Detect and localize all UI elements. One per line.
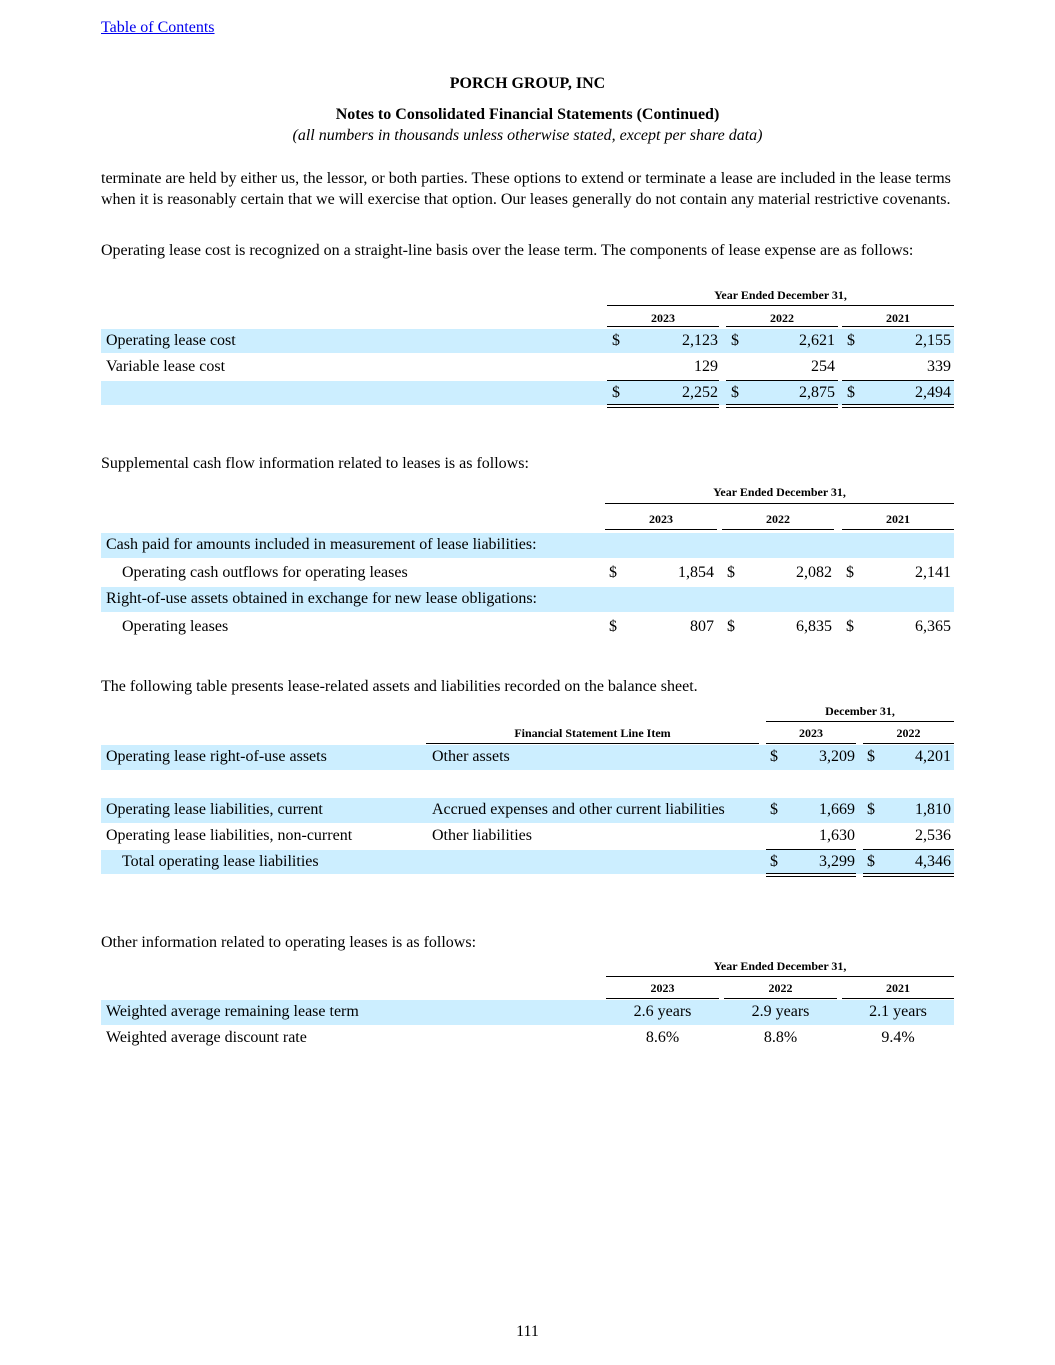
table-row	[101, 533, 954, 558]
table-row	[101, 1000, 954, 1025]
year-header: 2022	[896, 726, 921, 740]
currency-symbol: $	[867, 748, 875, 765]
value-cell: 2.1 years	[869, 1003, 927, 1020]
row-label: Operating lease cost	[106, 332, 236, 349]
value-cell: 807	[690, 618, 714, 635]
year-header: 2023	[651, 311, 675, 325]
value-cell: 339	[927, 358, 951, 375]
currency-symbol: $	[847, 384, 855, 401]
value-cell: 2,123	[682, 332, 718, 349]
period-header: December 31,	[825, 704, 895, 718]
currency-symbol: $	[770, 801, 778, 818]
currency-symbol: $	[867, 801, 875, 818]
year-header: 2021	[886, 311, 910, 325]
row-label: Weighted average discount rate	[106, 1029, 307, 1046]
year-header: 2023	[650, 981, 675, 995]
currency-symbol: $	[867, 853, 875, 870]
value-cell: 254	[811, 358, 835, 375]
row-label: Total operating lease liabilities	[122, 853, 319, 870]
table-row	[101, 1026, 954, 1050]
line-item-header: Financial Statement Line Item	[514, 726, 671, 740]
value-cell: 2,082	[796, 564, 832, 581]
row-label: Right-of-use assets obtained in exchange for new lease obligations:	[106, 590, 537, 607]
value-cell: 8.6%	[645, 1029, 680, 1046]
value-cell: 2.9 years	[751, 1003, 810, 1020]
row-label: Weighted average remaining lease term	[106, 1003, 359, 1020]
currency-symbol: $	[612, 384, 620, 401]
value-cell: 1,669	[819, 801, 855, 818]
value-cell: 2,875	[799, 384, 835, 401]
value-cell: 2,252	[682, 384, 718, 401]
currency-symbol: $	[846, 564, 854, 581]
value-cell: 1,854	[678, 564, 714, 581]
table-row-total	[101, 381, 954, 405]
currency-symbol: $	[731, 384, 739, 401]
value-cell: 6,835	[796, 618, 832, 635]
table-row	[101, 615, 954, 639]
page-subtitle: (all numbers in thousands unless otherwise stated, except per share data)	[292, 127, 763, 144]
table-row	[101, 824, 954, 848]
row-label: Operating lease liabilities, non-current	[106, 827, 353, 844]
row-label: Variable lease cost	[106, 358, 226, 375]
value-cell: 2,621	[799, 332, 835, 349]
currency-symbol: $	[770, 748, 778, 765]
page-number: 111	[516, 1323, 539, 1340]
currency-symbol: $	[847, 332, 855, 349]
table-row	[101, 329, 954, 353]
currency-symbol: $	[727, 618, 735, 635]
value-cell: 3,209	[819, 748, 855, 765]
currency-symbol: $	[609, 618, 617, 635]
value-cell: 2,494	[915, 384, 951, 401]
table-row	[101, 798, 954, 823]
table-row	[101, 745, 954, 770]
other-info-intro: Other information related to operating leases is as follows:	[101, 934, 477, 951]
currency-symbol: $	[770, 853, 778, 870]
period-header: Year Ended December 31,	[714, 288, 847, 302]
year-header: 2022	[770, 311, 794, 325]
currency-symbol: $	[609, 564, 617, 581]
value-cell: 3,299	[819, 853, 855, 870]
value-cell: 9.4%	[881, 1029, 915, 1046]
line-item-cell: Other assets	[432, 748, 510, 765]
year-header: 2023	[649, 512, 673, 526]
table-row	[101, 561, 954, 585]
table-row	[101, 587, 954, 612]
table-row	[101, 355, 954, 379]
currency-symbol: $	[731, 332, 739, 349]
value-cell: 1,810	[915, 801, 951, 818]
row-label: Operating leases	[122, 618, 229, 635]
value-cell: 4,201	[915, 748, 951, 765]
table-of-contents-link[interactable]: Table of Contents	[101, 19, 215, 36]
intro-paragraph: terminate are held by either us, the lessor, or both parties. These options to extend or terminate a lease are included in the lease terms when it is reasonably certain that we will exercise that option. Our leases generally do not contain any material restrictive covenants.	[101, 170, 951, 208]
currency-symbol: $	[727, 564, 735, 581]
value-cell: 2.6 years	[633, 1003, 692, 1020]
value-cell: 129	[694, 358, 718, 375]
row-label: Cash paid for amounts included in measurement of lease liabilities:	[106, 536, 537, 553]
year-header: 2022	[768, 981, 793, 995]
year-header: 2022	[766, 512, 790, 526]
cash-flow-intro: Supplemental cash flow information related to leases is as follows:	[101, 455, 529, 472]
line-item-cell: Accrued expenses and other current liabilities	[432, 801, 725, 818]
currency-symbol: $	[846, 618, 854, 635]
table-row-total	[101, 850, 954, 874]
year-header: 2023	[799, 726, 823, 740]
row-label: Operating lease right-of-use assets	[106, 748, 327, 765]
value-cell: 2,536	[915, 827, 951, 844]
company-name: PORCH GROUP, INC	[449, 75, 606, 92]
value-cell: 1,630	[819, 827, 855, 844]
value-cell: 4,346	[915, 853, 951, 870]
page-title: Notes to Consolidated Financial Statements (Continued)	[335, 106, 720, 123]
row-label: Operating cash outflows for operating leases	[122, 564, 408, 581]
value-cell: 8.8%	[763, 1029, 798, 1046]
row-label: Operating lease liabilities, current	[106, 801, 323, 818]
period-header: Year Ended December 31,	[713, 485, 846, 499]
year-header: 2021	[886, 981, 910, 995]
line-item-cell: Other liabilities	[432, 827, 532, 844]
period-header: Year Ended December 31,	[713, 959, 847, 973]
year-header: 2021	[886, 512, 910, 526]
value-cell: 2,155	[915, 332, 951, 349]
value-cell: 6,365	[915, 618, 951, 635]
balance-sheet-intro: The following table presents lease-related assets and liabilities recorded on the balance sheet.	[101, 678, 698, 695]
lease-cost-paragraph: Operating lease cost is recognized on a straight-line basis over the lease term. The components of lease expense are as follows:	[101, 242, 914, 259]
value-cell: 2,141	[915, 564, 951, 581]
currency-symbol: $	[612, 332, 620, 349]
